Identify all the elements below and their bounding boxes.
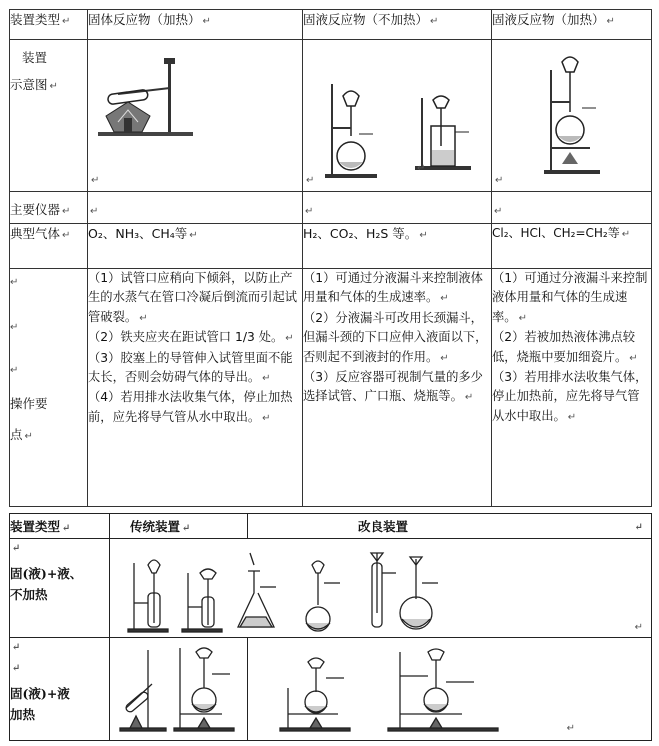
solid-heating-apparatus-diagram bbox=[98, 58, 198, 138]
diagram-solid-liquid-heating-cell: ↵ bbox=[492, 40, 652, 192]
gases-solid-heating: O₂、NH₃、CH₄等 ↵ bbox=[88, 224, 303, 269]
improved-apparatus-table bbox=[9, 513, 652, 741]
table2-header-improved: 改良装置 ↵ bbox=[248, 514, 652, 539]
gases-solid-liquid-heating: Cl₂、HCl、CH₂=CH₂等 ↵ bbox=[492, 224, 652, 269]
operation-point: （2）若被加热液体沸点较低，烧瓶中要加细瓷片。 ↵ bbox=[492, 330, 638, 364]
operation-solid-liquid-heating bbox=[492, 269, 652, 507]
operation-point: （2）分液漏斗可改用长颈漏斗，但漏斗颈的下口应伸入液面以下，否则起不到液封的作用。 ↵ bbox=[303, 310, 488, 364]
header-solid-liquid-no-heat: 固液反应物（不加热） ↵ bbox=[303, 10, 492, 40]
table-row-gases bbox=[10, 224, 652, 269]
header-solid-heating: 固体反应物（加热） ↵ bbox=[88, 10, 303, 40]
table2-label-heating: ↵ ↵ 固(液)+液 加热 bbox=[10, 638, 110, 741]
header-device-type: 装置类型 ↵ bbox=[10, 10, 88, 40]
operation-point: （1）可通过分液漏斗来控制液体用量和气体的生成速率。 ↵ bbox=[303, 271, 483, 305]
table2-header-row bbox=[10, 514, 652, 539]
operation-point: （1）试管口应稍向下倾斜，以防止产生的水蒸气在管口冷凝后倒流而引起试管破裂。 ↵ bbox=[88, 271, 298, 324]
improved-heating-apparatus-diagram bbox=[278, 648, 518, 734]
apparatus-comparison-table bbox=[9, 9, 652, 507]
table2-traditional-heating-diagram bbox=[110, 638, 248, 741]
table2-label-no-heat: ↵ 固(液)+液、 不加热 bbox=[10, 539, 110, 638]
operation-point: （1）可通过分液漏斗来控制液体用量和气体的生成速率。 ↵ bbox=[492, 271, 648, 324]
header-solid-liquid-heating: 固液反应物（加热） ↵ bbox=[492, 10, 652, 40]
label-instruments: 主要仪器 ↵ bbox=[10, 192, 88, 224]
gases-solid-liquid-no-heat: H₂、CO₂、H₂S 等。 ↵ bbox=[303, 224, 492, 269]
diagram-solid-liquid-no-heat-cell: ↵ ↵ bbox=[303, 40, 492, 192]
traditional-heating-apparatus-diagram bbox=[118, 644, 238, 734]
funnel-wide-mouth-bottle-diagram bbox=[413, 92, 473, 172]
operation-point: （2）铁夹应夹在距试管口 1/3 处。 ↵ bbox=[88, 330, 294, 345]
operation-point: （3）若用排水法收集气体，停止加热前，应先将导气管从水中取出。 ↵ bbox=[492, 370, 648, 423]
operation-point: （3）胶塞上的导管伸入试管里面不能太长，否则会妨碍气体的导出。 ↵ bbox=[88, 350, 293, 385]
table2-header-device-type: 装置类型 ↵ bbox=[10, 514, 110, 539]
table2-header-traditional: 传统装置 ↵ bbox=[110, 514, 248, 539]
separatory-funnel-flask-diagram bbox=[321, 84, 381, 180]
table-row-device-diagram bbox=[10, 40, 652, 192]
operation-solid-heating bbox=[88, 269, 303, 507]
table-row-operation bbox=[10, 269, 652, 507]
operation-solid-liquid-no-heat bbox=[303, 269, 492, 507]
operation-point: （4）若用排水法收集气体，停止加热前，应先将导气管从水中取出。 ↵ bbox=[88, 390, 293, 424]
label-typical-gases: 典型气体 ↵ bbox=[10, 224, 88, 269]
diagram-solid-heating-cell: ↵ bbox=[88, 40, 303, 192]
table2-row-heating bbox=[10, 638, 652, 741]
label-operation-points: ↵ ↵ ↵ 操作要 点 ↵ bbox=[10, 269, 88, 507]
table-row-instruments: 主要仪器 ↵ ↵ ↵ ↵ bbox=[10, 192, 652, 224]
operation-point: （3）反应容器可视制气量的多少选择试管、广口瓶、烧瓶等。 ↵ bbox=[303, 370, 483, 404]
label-device-diagram: 装置 示意图 ↵ bbox=[10, 40, 88, 192]
table2-improved-heating-diagram: ↵ bbox=[248, 638, 652, 741]
heated-flask-apparatus-diagram bbox=[542, 52, 602, 176]
improved-no-heat-apparatus-diagrams bbox=[126, 543, 546, 635]
table2-no-heat-diagrams: ↵ bbox=[110, 539, 652, 638]
table2-row-no-heat bbox=[10, 539, 652, 638]
table-header-row bbox=[10, 10, 652, 40]
